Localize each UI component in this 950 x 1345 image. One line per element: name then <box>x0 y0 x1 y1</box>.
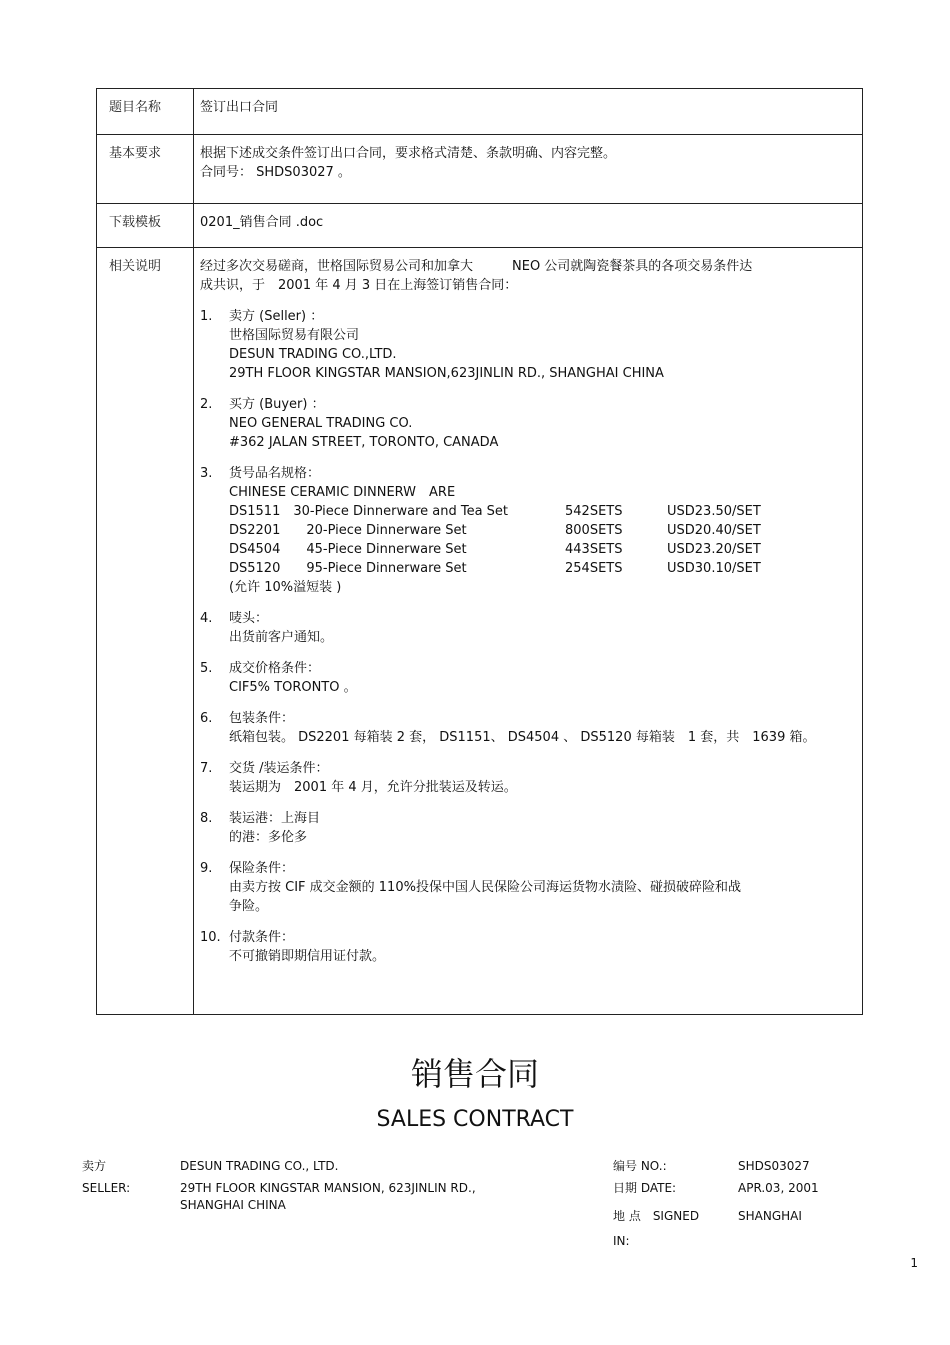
product-quantity: 443SETS <box>565 542 623 557</box>
term-content <box>229 464 761 597</box>
product-unit-price: USD20.40/SET <box>667 523 761 538</box>
product-row <box>229 540 761 559</box>
term-line: 世格国际贸易有限公司 <box>229 328 360 343</box>
product-unit-price: USD30.10/SET <box>667 561 761 576</box>
term-content <box>229 809 320 847</box>
row-value-notes <box>194 248 863 1015</box>
row-label-template: 下载模板 <box>97 204 194 248</box>
term-line: DESUN TRADING CO.,LTD. <box>229 347 397 362</box>
term-item <box>200 609 854 647</box>
term-item <box>200 395 854 452</box>
term-content <box>229 859 741 916</box>
term-item <box>200 809 854 847</box>
term-item <box>200 307 854 383</box>
date-label: 日期 DATE: <box>613 1181 677 1195</box>
product-quantity: 800SETS <box>565 523 623 538</box>
requirements-text: 根据下述成交条件签订出口合同，要求格式清楚、条款明确、内容完整。 <box>200 146 617 161</box>
term-line: 纸箱包装。 DS2201 每箱装 2 套， DS1151、 DS4504 、 DS5120 每箱装 1 套，共 1639 箱。 <box>229 730 816 745</box>
term-item <box>200 928 854 966</box>
page-number: 1 <box>910 1256 918 1270</box>
term-content <box>229 395 498 452</box>
notes-intro <box>200 257 854 295</box>
product-row <box>229 559 761 578</box>
row-value-title: 签订出口合同 <box>194 89 863 135</box>
term-line: 包装条件： <box>229 711 295 726</box>
contract-title-en: SALES CONTRACT <box>376 1107 574 1132</box>
term-line: 付款条件： <box>229 930 295 945</box>
term-line: NEO GENERAL TRADING CO. <box>229 416 413 431</box>
term-line: 不可撤销即期信用证付款。 <box>229 949 386 964</box>
term-number: 5. <box>200 661 213 676</box>
contract-title-cn: 销售合同 <box>410 1055 539 1093</box>
product-description: DS5120 95-Piece Dinnerware Set <box>229 561 467 576</box>
task-row-title <box>97 89 863 135</box>
seller-label-en: SELLER: <box>82 1181 131 1195</box>
task-row-template <box>97 204 863 248</box>
row-label-requirements: 基本要求 <box>97 135 194 204</box>
term-number: 10. <box>200 930 221 945</box>
intro-line: 成共识，于 2001 年 4 月 3 日在上海签订销售合同： <box>200 278 518 293</box>
product-quantity: 254SETS <box>565 561 623 576</box>
term-number: 6. <box>200 711 213 726</box>
term-number: 4. <box>200 611 213 626</box>
term-line: 买方 (Buyer) ： <box>229 397 325 412</box>
row-value-requirements <box>194 135 863 204</box>
term-line: #362 JALAN STREET, TORONTO, CANADA <box>229 435 499 450</box>
product-quantity: 542SETS <box>565 504 623 519</box>
term-line: 装运期为 2001 年 4 月，允许分批装运及转运。 <box>229 780 517 795</box>
term-line: 唛头： <box>229 611 269 626</box>
term-line: 的港：多伦多 <box>229 830 308 845</box>
term-number: 9. <box>200 861 213 876</box>
term-item <box>200 659 854 697</box>
contract-number-text: 合同号： SHDS03027 。 <box>200 165 351 180</box>
product-description: DS2201 20-Piece Dinnerware Set <box>229 523 467 538</box>
signed-in-label-suffix: IN: <box>613 1234 630 1248</box>
contract-no-value: SHDS03027 <box>738 1159 810 1173</box>
term-line: 29TH FLOOR KINGSTAR MANSION,623JINLIN RD., SHANGHAI CHINA <box>229 366 664 381</box>
term-line: 争险。 <box>229 899 269 914</box>
product-description: DS4504 45-Piece Dinnerware Set <box>229 542 467 557</box>
term-number: 3. <box>200 466 213 481</box>
seller-address-line1: 29TH FLOOR KINGSTAR MANSION, 623JINLIN RD., <box>180 1181 476 1195</box>
term-content <box>229 928 385 966</box>
term-content <box>229 609 333 647</box>
term-line: CIF5% TORONTO 。 <box>229 680 357 695</box>
term-line: CHINESE CERAMIC DINNERW ARE <box>229 485 456 500</box>
seller-name: DESUN TRADING CO., LTD. <box>180 1159 339 1173</box>
term-number: 7. <box>200 761 213 776</box>
term-content <box>229 759 517 797</box>
product-description: DS1511 30-Piece Dinnerware and Tea Set <box>229 504 509 519</box>
row-label-title: 题目名称 <box>97 89 194 135</box>
signed-in-label: 地 点 SIGNED <box>613 1209 700 1223</box>
intro-line: 经过多次交易磋商，世格国际贸易公司和加拿大 NEO 公司就陶瓷餐茶具的各项交易条件达 <box>200 259 753 274</box>
term-number: 8. <box>200 811 213 826</box>
overfill-note: (允许 10%溢短装 ) <box>229 580 342 595</box>
product-row <box>229 502 761 521</box>
term-line: 由卖方按 CIF 成交金额的 110%投保中国人民保险公司海运货物水渍险、碰损破碎险和战 <box>229 880 741 895</box>
term-line: 出货前客户通知。 <box>229 630 334 645</box>
seller-address-line2: SHANGHAI CHINA <box>180 1198 286 1212</box>
term-line: 保险条件： <box>229 861 295 876</box>
row-label-notes: 相关说明 <box>97 248 194 1015</box>
term-number: 2. <box>200 397 213 412</box>
product-unit-price: USD23.20/SET <box>667 542 761 557</box>
term-item <box>200 709 854 747</box>
term-content <box>229 659 357 697</box>
product-unit-price: USD23.50/SET <box>667 504 761 519</box>
task-table <box>96 88 863 1015</box>
template-file-link[interactable]: 0201_销售合同 .doc <box>194 204 863 248</box>
term-content <box>229 709 815 747</box>
term-line: 交货 /装运条件： <box>229 761 329 776</box>
task-row-notes <box>97 248 863 1015</box>
date-value: APR.03, 2001 <box>738 1181 819 1195</box>
term-item <box>200 759 854 797</box>
term-line: 卖方 (Seller) ： <box>229 309 324 324</box>
term-line: 货号品名规格： <box>229 466 321 481</box>
signed-in-value: SHANGHAI <box>738 1209 802 1223</box>
term-item <box>200 859 854 916</box>
terms-list <box>200 307 854 966</box>
product-row <box>229 521 761 540</box>
task-row-requirements <box>97 135 863 204</box>
term-line: 成交价格条件： <box>229 661 321 676</box>
term-number: 1. <box>200 309 213 324</box>
contract-no-label: 编号 NO.: <box>613 1159 667 1173</box>
seller-label-cn: 卖方 <box>82 1159 107 1173</box>
term-line: 装运港：上海目 <box>229 811 321 826</box>
term-item <box>200 464 854 597</box>
term-content <box>229 307 664 383</box>
